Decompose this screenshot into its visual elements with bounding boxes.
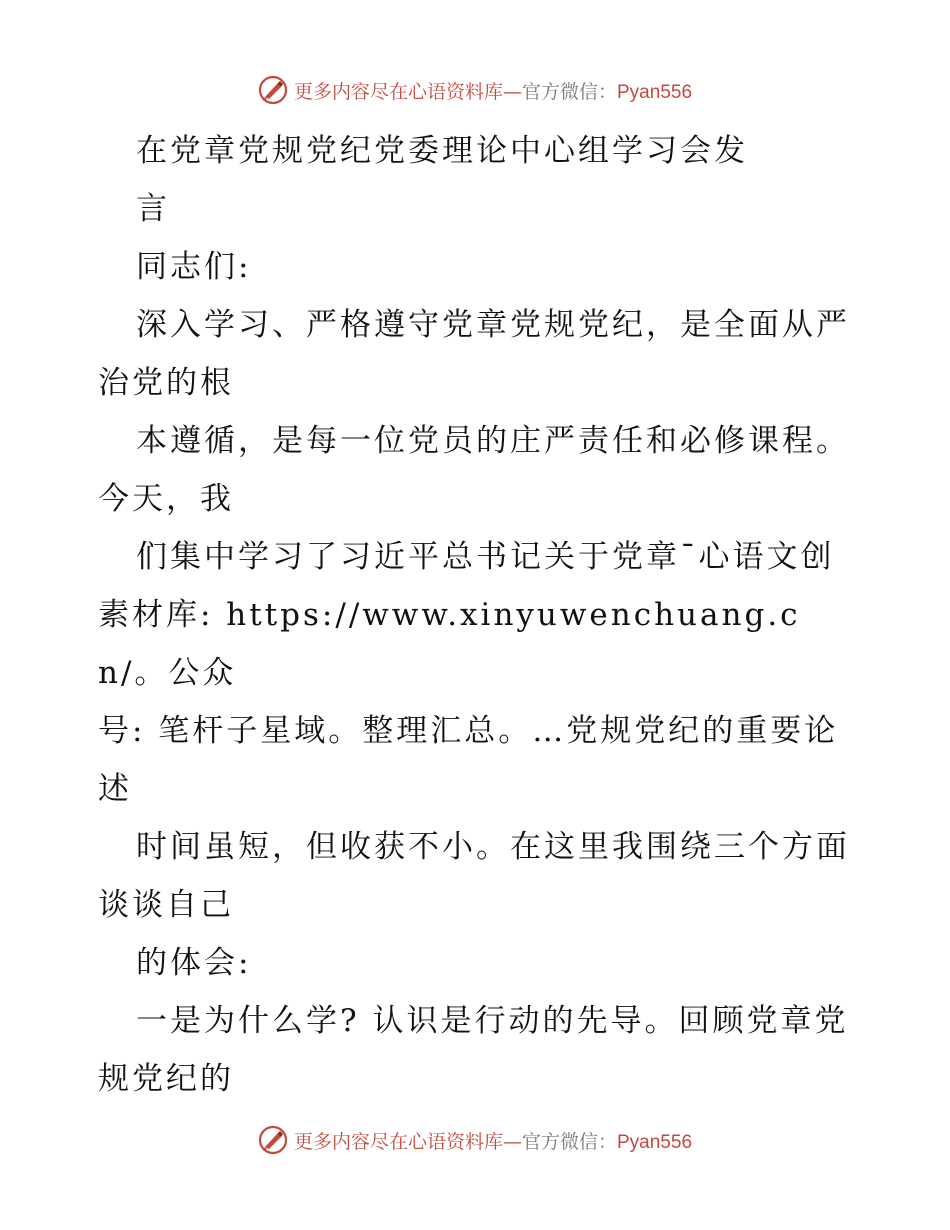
document-line: 素材库: https://www.xinyuwenchuang.cn/。公众 <box>98 597 801 691</box>
document-line: 时间虽短，但收获不小。在这里我围绕三个方面 <box>136 829 850 865</box>
footer-official-label: 官方微信： <box>521 1130 617 1153</box>
document-line: 在党章党规党纪党委理论中心组学习会发 <box>136 133 748 169</box>
footer-banner <box>0 1120 950 1160</box>
document-line: 规党纪的 <box>98 1061 234 1097</box>
document-line: 述 <box>98 771 132 807</box>
document-line: 治党的根 <box>98 365 234 401</box>
header-text <box>294 77 692 104</box>
footer-wechat-id: Pyan556 <box>617 1131 693 1153</box>
pen-logo-icon <box>258 75 288 105</box>
header-dash: — <box>502 80 522 103</box>
document-line: 们集中学习了习近平总书记关于党章¯心语文创 <box>136 539 835 575</box>
header-slogan: 更多内容尽在心语资料库 <box>293 80 503 103</box>
pen-logo-icon <box>258 1125 288 1155</box>
document-line: 谈谈自己 <box>98 887 234 923</box>
footer-text <box>294 1127 692 1154</box>
document-line: 同志们: <box>136 249 252 285</box>
document-line: 言 <box>136 191 170 227</box>
footer-slogan: 更多内容尽在心语资料库 <box>293 1130 503 1153</box>
document-line: 的体会: <box>136 945 252 981</box>
document-line: 一是为什么学? 认识是行动的先导。回顾党章党 <box>136 1003 849 1039</box>
document-body <box>98 122 858 1108</box>
header-official-label: 官方微信： <box>521 80 617 103</box>
document-line: 号: 笔杆子星域。整理汇总。…党规党纪的重要论 <box>98 713 839 749</box>
document-line: 本遵循，是每一位党员的庄严责任和必修课程。 <box>136 423 850 459</box>
footer-dash: — <box>502 1130 522 1153</box>
header-banner <box>0 70 950 110</box>
header-wechat-id: Pyan556 <box>617 81 693 103</box>
document-line: 深入学习、严格遵守党章党规党纪，是全面从严 <box>136 307 850 343</box>
document-line: 今天，我 <box>98 481 234 517</box>
